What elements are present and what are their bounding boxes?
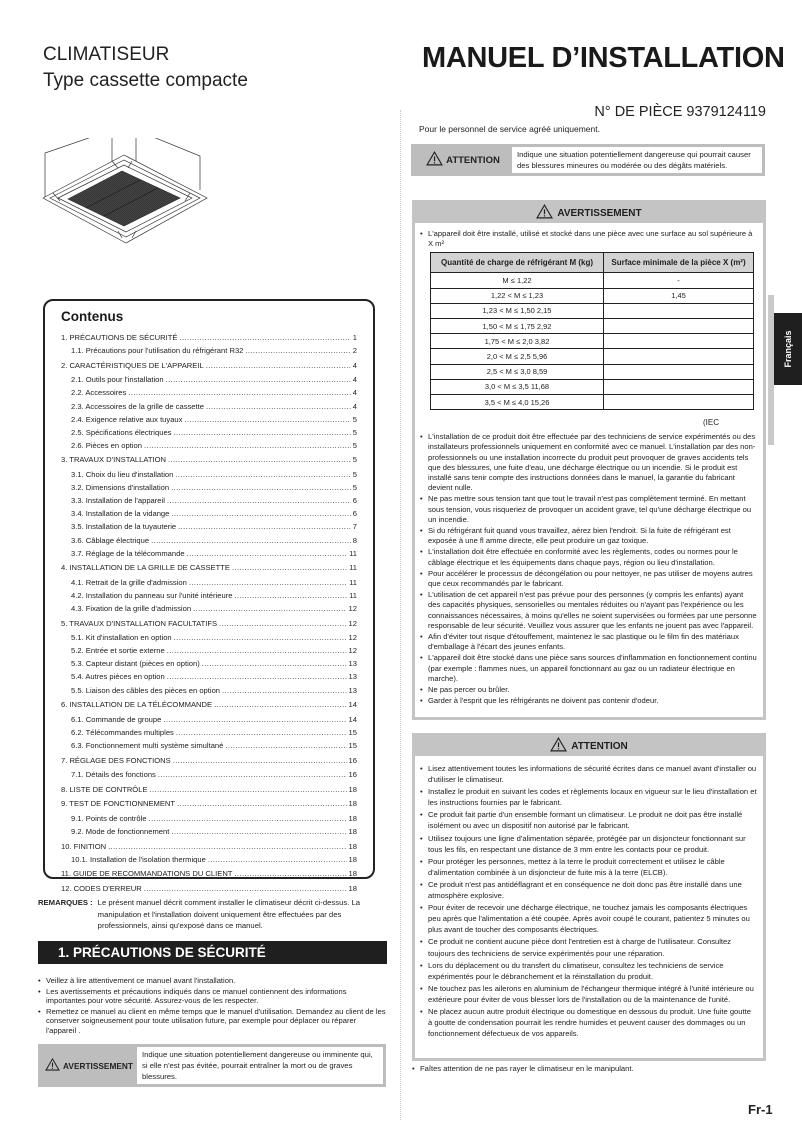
toc-entry-page: 16: [348, 770, 357, 780]
toc-leader-dots: [163, 715, 346, 725]
toc-entry-page: 14: [348, 714, 357, 724]
toc-entry-label: 8. LISTE DE CONTRÔLE: [61, 784, 148, 794]
toc-entry-page: 1: [352, 333, 357, 343]
table-cell: 1,50 < M ≤ 1,75 2,92: [431, 318, 604, 333]
list-item: • L'appareil doit être installé, utilisé et stocké dans une pièce avec une surface au sol supérieure à X m²: [420, 229, 757, 249]
list-item: • Afin d'éviter tout risque d'étouffement, maintenez le sac plastique ou le film fin des matériaux d'emballage à l'écart des jeunes enfants.: [420, 632, 757, 652]
toc-leader-dots: [168, 455, 351, 465]
table-cell: [604, 379, 754, 394]
list-item: • Lors du déplacement ou du transfert du climatiseur, consultez les techniciens de service expérimentés pour le débranchement et la réinstallation du produit.: [420, 960, 757, 982]
table-row: [431, 349, 754, 364]
language-tab: [774, 313, 802, 385]
toc-title: Contenus: [61, 309, 124, 324]
service-note: Pour le personnel de service agréé uniquement.: [419, 124, 600, 134]
toc-entry-page: 11: [349, 577, 357, 587]
toc-entry-page: 13: [348, 672, 357, 682]
toc-entry-page: 18: [348, 799, 357, 809]
toc-entry-page: 12: [348, 618, 357, 628]
toc-entry-page: 12: [348, 646, 357, 656]
toc-entry[interactable]: [61, 588, 357, 601]
toc-entry-label: 2. CARACTÉRISTIQUES DE L'APPAREIL: [61, 360, 204, 370]
list-item: • Ce produit ne contient aucune pièce dont l'entretien est à charge de l'utilisateur. Consultez toujours des techniciens de service expérimentés pour une réparation.: [420, 936, 757, 958]
part-number: N° DE PIÈCE 9379124119: [594, 104, 766, 120]
table-cell: 1,75 < M ≤ 2,0 3,82: [431, 334, 604, 349]
table-row: [431, 364, 754, 379]
toc-entry-page: 16: [348, 755, 357, 765]
final-bullet: [412, 1064, 766, 1075]
list-item: • Pour accélérer le processus de décongélation ou pour nettoyer, ne pas utiliser de moyens autres que ceux recommandés par le fabricant.: [420, 569, 757, 589]
toc-entry-label: 6.1. Commande de groupe: [71, 714, 162, 724]
toc-entry-page: 18: [348, 784, 357, 794]
toc-leader-dots: [144, 884, 347, 894]
warning-intro: [420, 229, 757, 249]
toc-entry-page: 11: [349, 563, 357, 573]
toc-entry[interactable]: [61, 425, 357, 438]
list-item: • L'utilisation de cet appareil n'est pas prévue pour des personnes (y compris les enfants) ayant des capacités physiques, sensorielles ou mentales réduites ou n'ayant pas l'expérience ou les connaissances nécessaires, à moins qu'elles ne soient supervisées ou formées par une personne responsable de leur sécurité. Veuillez vous assurer que les enfants ne jouent pas avec l'appareil.: [420, 590, 757, 631]
page-number: Fr-1: [748, 1102, 773, 1117]
toc-entry-label: 5.5. Liaison des câbles des pièces en option: [71, 685, 221, 695]
table-header: Surface minimale de la pièce X (m²): [604, 253, 754, 273]
toc-entry[interactable]: [61, 451, 357, 466]
table-row: [431, 273, 754, 288]
toc-entry[interactable]: [61, 682, 357, 695]
toc-leader-dots: [171, 509, 350, 519]
attention-bullets: [420, 763, 757, 1039]
list-item: • Ne pas mettre sous tension tant que tout le travail n'est pas complètement terminé. En mettant sous tension, vous risqueriez de provoquer un accident grave, tel qu'une décharge électrique ou un incendie.: [420, 494, 757, 525]
toc-entry-page: 13: [348, 659, 357, 669]
toc-entry-page: 4: [352, 360, 357, 370]
toc-entry[interactable]: [61, 343, 357, 356]
table-cell: 1,22 < M ≤ 1,23: [431, 288, 604, 303]
toc-entry-label: 3.4. Installation de la vidange: [71, 509, 170, 519]
list-item: • L'appareil doit être stocké dans une pièce sans sources d'inflammation en fonctionnement continu (par exemple : flammes nues, un appareil fonctionnant au gaz ou un radiateur électrique en marche).: [420, 653, 757, 684]
list-item: • Ce produit n'est pas antidéflagrant et en conséquence ne doit donc pas être installé dans une atmosphère explosive.: [420, 879, 757, 901]
toc-entry-label: 5.2. Entrée et sortie externe: [71, 646, 165, 656]
cassette-unit-illustration: [40, 138, 220, 263]
toc-entry-label: 2.5. Spécifications électriques: [71, 427, 172, 437]
toc-entry[interactable]: [61, 766, 357, 781]
toc-entry[interactable]: [61, 532, 357, 545]
toc-leader-dots: [151, 536, 351, 546]
list-item: • Installez le produit en suivant les codes et règlements locaux en vigueur sur le lieu d'installation et les instructions fournies par le fabricant.: [420, 786, 757, 808]
toc-leader-dots: [144, 441, 351, 451]
toc-entry-label: 5. TRAVAUX D'INSTALLATION FACULTATIFS: [61, 618, 218, 628]
table-row: [431, 288, 754, 303]
toc-entry-label: 3.3. Installation de l'appareil: [71, 496, 165, 506]
toc-entry-page: 4: [352, 388, 357, 398]
toc-entry-label: 5.4. Autres pièces en option: [71, 672, 165, 682]
toc-entry-page: 5: [352, 427, 357, 437]
toc-leader-dots: [234, 869, 346, 879]
list-item: • Les avertissements et précautions indiqués dans ce manuel contiennent des informations importantes pour votre sécurité. Assurez-vous de les respecter.: [38, 987, 388, 1006]
toc-entry[interactable]: [61, 573, 357, 588]
toc-entry-page: 8: [352, 535, 357, 545]
toc-entry[interactable]: [61, 852, 357, 865]
toc-entry-page: 5: [352, 483, 357, 493]
toc-entry-label: 3.7. Réglage de la télécommande: [71, 548, 185, 558]
toc-entry-page: 18: [348, 869, 357, 879]
list-item: • Remettez ce manuel au client en même temps que le manuel d'utilisation. Demandez au client de les conserver soigneusement pour toute utilisation future, par exemple pour déplacer ou réparer l'appareil .: [38, 1007, 388, 1036]
toc-entry[interactable]: [61, 751, 357, 766]
toc-entry[interactable]: [61, 371, 357, 386]
toc-entry-label: 2.1. Outils pour l'installation: [71, 375, 164, 385]
table-cell: [604, 303, 754, 318]
toc-entry-page: 15: [348, 740, 357, 750]
toc-leader-dots: [222, 686, 347, 696]
toc-entry-label: 6.2. Télécommandes multiples: [71, 727, 174, 737]
list-item: • Si du réfrigérant fuit quand vous travaillez, aérez bien l'endroit. Si la fuite de réfrigérant est exposée à une fl amme directe, elle peut produire un gaz toxique.: [420, 526, 757, 546]
toc-entry[interactable]: [61, 725, 357, 738]
toc-leader-dots: [206, 361, 351, 371]
toc-entry[interactable]: [61, 519, 357, 532]
toc-list: [61, 330, 357, 894]
toc-entry-label: 9.2. Mode de fonctionnement: [71, 826, 170, 836]
table-cell: 3,0 < M ≤ 3,5 11,68: [431, 379, 604, 394]
table-cell: [604, 364, 754, 379]
legend-warning: [38, 1044, 386, 1087]
toc-entry[interactable]: [61, 710, 357, 725]
toc-entry-label: 2.4. Exigence relative aux tuyaux: [71, 414, 183, 424]
table-cell: [604, 349, 754, 364]
toc-leader-dots: [175, 470, 350, 480]
toc-entry[interactable]: [61, 385, 357, 398]
legend-attention: [411, 144, 765, 176]
toc-entry-page: 4: [352, 375, 357, 385]
legend-warning-label: AVERTISSEMENT: [63, 1060, 133, 1071]
table-cell: 2,5 < M ≤ 3,0 8,59: [431, 364, 604, 379]
table-header: Quantité de charge de réfrigérant M (kg): [431, 253, 604, 273]
toc-leader-dots: [167, 496, 351, 506]
table-cell: 1,45: [604, 288, 754, 303]
legend-attention-label: ATTENTION: [446, 154, 500, 166]
toc-entry-label: 7.1. Détails des fonctions: [71, 770, 156, 780]
toc-leader-dots: [108, 842, 346, 852]
toc-entry[interactable]: [61, 506, 357, 519]
remarks-text: Le présent manuel décrit comment installer le climatiseur décrit ci-dessus. La manipulation et l'installation doivent uniquement être effectuées par des professionnels, ainsi qu'exposé dans ce manuel.: [97, 898, 361, 930]
table-cell: [604, 334, 754, 349]
toc-entry[interactable]: [61, 559, 357, 574]
toc-entry-label: 10. FINITION: [61, 841, 107, 851]
warning-triangle-icon: [426, 151, 443, 169]
toc-entry-page: 12: [348, 633, 357, 643]
legend-warning-text: Indique une situation potentiellement dangereuse ou imminente qui, si elle n'est pas évitée, pourrait entraîner la mort ou de graves blessures.: [137, 1047, 383, 1084]
toc-entry[interactable]: [61, 493, 357, 506]
toc-entry[interactable]: [61, 330, 357, 343]
table-row: [431, 379, 754, 394]
warning-triangle-icon: [550, 737, 567, 755]
toc-leader-dots: [158, 770, 347, 780]
toc-entry-page: 4: [352, 401, 357, 411]
toc-entry-page: 11: [349, 590, 357, 600]
toc-entry-page: 18: [348, 854, 357, 864]
toc-entry-label: 7. RÉGLAGE DES FONCTIONS: [61, 755, 171, 765]
toc-entry-page: 18: [348, 826, 357, 836]
toc-leader-dots: [179, 333, 350, 343]
toc-entry-label: 4. INSTALLATION DE LA GRILLE DE CASSETTE: [61, 563, 230, 573]
table-cell: [604, 394, 754, 409]
toc-entry-label: 9. TEST DE FONCTIONNEMENT: [61, 799, 176, 809]
toc-entry-label: 3.2. Dimensions d'installation: [71, 483, 170, 493]
toc-leader-dots: [171, 483, 351, 493]
toc-entry-page: 14: [348, 700, 357, 710]
toc-entry-page: 11: [349, 548, 357, 558]
list-item: • Veillez à lire attentivement ce manuel avant l'installation.: [38, 976, 388, 986]
toc-leader-dots: [202, 659, 347, 669]
product-name: CLIMATISEUR: [43, 44, 170, 65]
toc-entry[interactable]: [61, 601, 357, 614]
toc-entry[interactable]: [61, 795, 357, 810]
toc-entry-page: 5: [352, 414, 357, 424]
toc-leader-dots: [176, 728, 347, 738]
list-item: • Lisez attentivement toutes les informations de sécurité écrites dans ce manuel avant d'installer ou d'utiliser le climatiseur.: [420, 763, 757, 785]
toc-entry[interactable]: [61, 780, 357, 795]
toc-entry-label: 3.6. Câblage électrique: [71, 535, 150, 545]
list-item: • Ne touchez pas les ailerons en aluminium de l'échangeur thermique intégré à l'unité intérieure ou extérieure pour éviter de vous blesser lors de l'installation ou de la maintenance de l'unité.: [420, 983, 757, 1005]
toc-entry-page: 6: [352, 496, 357, 506]
toc-leader-dots: [177, 799, 346, 809]
toc-leader-dots: [178, 522, 351, 532]
toc-entry-label: 1.1. Précautions pour l'utilisation du réfrigérant R32: [71, 346, 244, 356]
toc-leader-dots: [171, 827, 346, 837]
table-cell: -: [604, 273, 754, 288]
toc-entry-label: 3.1. Choix du lieu d'installation: [71, 470, 174, 480]
toc-entry[interactable]: [61, 614, 357, 629]
toc-entry-label: 3.5. Installation de la tuyauterie: [71, 522, 177, 532]
toc-entry-label: 4.3. Fixation de la grille d'admission: [71, 603, 192, 613]
list-item: • Ce produit fait partie d'un ensemble formant un climatiseur. Le produit ne doit pas être installé isolément ou avec un dispositif non autorisé par le fabricant.: [420, 809, 757, 831]
language-tab-label: Français: [783, 330, 793, 368]
table-cell: 2,0 < M ≤ 2,5 5,96: [431, 349, 604, 364]
toc-leader-dots: [225, 741, 346, 751]
toc-entry-page: 2: [352, 346, 357, 356]
toc-leader-dots: [149, 814, 347, 824]
toc-leader-dots: [208, 855, 347, 865]
list-item: • L'installation de ce produit doit être effectuée par des techniciens de service expérimentés ou des installateurs professionnels uniquement en conformité avec ce manuel. L'installation par des non-professionnels ou une installation incorrecte du produit peut provoquer de graves accidents tels que des blessures, une fuite d'eau, une décharge électrique ou un incendie. Si le produit est installé sans tenir compte des instructions données dans le manuel, la garantie du fabricant devient nulle.: [420, 432, 757, 493]
toc-entry-label: 12. CODES D'ERREUR: [61, 883, 142, 893]
section-heading-safety: 1. PRÉCAUTIONS DE SÉCURITÉ: [38, 941, 387, 964]
toc-entry-label: 2.6. Pièces en option: [71, 440, 142, 450]
toc-leader-dots: [206, 402, 351, 412]
list-item: • Pour éviter de recevoir une décharge électrique, ne touchez jamais les composants électriques peu après que l'alimentation a été coupée. Après avoir coupé le courant, patientez 5 minutes ou plus avant de toucher des composants électriques.: [420, 902, 757, 935]
table-cell: 3,5 < M ≤ 4,0 15,26: [431, 394, 604, 409]
toc-leader-dots: [219, 619, 347, 629]
toc-entry-page: 7: [352, 522, 357, 532]
product-type: Type cassette compacte: [43, 70, 248, 91]
toc-entry[interactable]: [61, 824, 357, 837]
safety-bullets: [38, 976, 388, 1037]
toc-entry-label: 6. INSTALLATION DE LA TÉLÉCOMMANDE: [61, 700, 213, 710]
list-item: • Ne pas percer ou brûler.: [420, 685, 757, 695]
toc-entry[interactable]: [61, 865, 357, 880]
toc-entry-page: 12: [348, 603, 357, 613]
toc-entry-page: 18: [348, 841, 357, 851]
warning-bullets: [420, 432, 757, 706]
table-cell: 1,23 < M ≤ 1,50 2,15: [431, 303, 604, 318]
legend-attention-text: Indique une situation potentiellement dangereuse qui pourrait causer des blessures mineures ou modérée ou des dégâts matériels.: [512, 147, 762, 173]
attention-box: [412, 733, 766, 1061]
attention-box-title: ATTENTION: [571, 740, 628, 752]
toc-entry[interactable]: [61, 879, 357, 894]
toc-entry-page: 13: [348, 685, 357, 695]
toc-leader-dots: [128, 388, 350, 398]
toc-leader-dots: [187, 549, 348, 559]
toc-entry-page: 18: [348, 883, 357, 893]
list-item: • Pour protéger les personnes, mettez à la terre le produit correctement et utilisez le câble d'alimentation combinée à un disjoncteur de fuite mis à la terre (ELCB).: [420, 856, 757, 878]
table-row: [431, 318, 754, 333]
warning-box: [412, 200, 766, 720]
list-item: • Garder à l'esprit que les réfrigérants ne doivent pas contenir d'odeur.: [420, 696, 757, 706]
toc-entry-label: 2.2. Accessoires: [71, 388, 127, 398]
toc-entry-page: 15: [348, 727, 357, 737]
toc-entry-label: 4.2. Installation du panneau sur l'unité intérieure: [71, 590, 233, 600]
toc-entry-page: 5: [352, 470, 357, 480]
toc-entry[interactable]: [61, 465, 357, 480]
toc-leader-dots: [173, 756, 347, 766]
toc-leader-dots: [184, 415, 350, 425]
list-item: • Utilisez toujours une ligne d'alimentation séparée, protégée par un disjoncteur fonctionnant sur tous les fils, en respectant une distance de 3 mm entre les contacts pour ce produit.: [420, 833, 757, 855]
toc-entry[interactable]: [61, 643, 357, 656]
toc-entry[interactable]: [61, 809, 357, 824]
remarks-label: REMARQUES :: [38, 898, 93, 907]
toc-entry[interactable]: [61, 546, 357, 559]
refrigerant-area-table: [430, 252, 754, 410]
toc-entry[interactable]: [61, 438, 357, 451]
table-of-contents: [43, 299, 375, 893]
table-row: [431, 303, 754, 318]
toc-entry-label: 1. PRÉCAUTIONS DE SÉCURITÉ: [61, 333, 178, 343]
toc-entry[interactable]: [61, 656, 357, 669]
toc-entry-label: 11. GUIDE DE RECOMMANDATIONS DU CLIENT: [61, 869, 233, 879]
iec-note: (IEC: [703, 418, 719, 428]
toc-entry[interactable]: [61, 696, 357, 711]
toc-entry-label: 3. TRAVAUX D'INSTALLATION: [61, 455, 166, 465]
toc-entry-label: 5.1. Kit d'installation en option: [71, 633, 172, 643]
toc-entry-label: 2.3. Accessoires de la grille de cassette: [71, 401, 204, 411]
toc-entry-page: 5: [352, 455, 357, 465]
list-item: • L'installation doit être effectuée en conformité avec les règlements, codes ou normes pour le câblage électrique et les équipements dans chaque pays, région ou lieu d'installation.: [420, 547, 757, 567]
toc-entry[interactable]: [61, 480, 357, 493]
toc-leader-dots: [232, 563, 347, 573]
toc-leader-dots: [150, 785, 347, 795]
toc-entry[interactable]: [61, 738, 357, 751]
toc-leader-dots: [173, 428, 350, 438]
toc-entry-label: 9.1. Points de contrôle: [71, 813, 147, 823]
warning-box-title: AVERTISSEMENT: [557, 207, 642, 219]
toc-entry-page: 5: [352, 440, 357, 450]
toc-entry[interactable]: [61, 837, 357, 852]
warning-triangle-icon: [536, 204, 553, 222]
table-row: [431, 334, 754, 349]
toc-leader-dots: [167, 672, 347, 682]
manual-title: MANUEL D’INSTALLATION: [422, 42, 785, 74]
toc-leader-dots: [245, 346, 350, 356]
toc-entry[interactable]: [61, 669, 357, 682]
warning-triangle-icon: [45, 1058, 60, 1073]
toc-leader-dots: [193, 604, 346, 614]
toc-entry[interactable]: [61, 412, 357, 425]
toc-entry[interactable]: [61, 629, 357, 644]
toc-entry-label: 6.3. Fonctionnement multi système simultané: [71, 740, 224, 750]
toc-entry[interactable]: [61, 398, 357, 411]
toc-entry-page: 18: [348, 813, 357, 823]
toc-leader-dots: [189, 578, 347, 588]
toc-entry-label: 4.1. Retrait de la grille d'admission: [71, 577, 187, 587]
toc-leader-dots: [167, 646, 347, 656]
toc-entry[interactable]: [61, 356, 357, 371]
toc-entry-label: 5.3. Capteur distant (pièces en option): [71, 659, 200, 669]
toc-leader-dots: [174, 633, 347, 643]
toc-leader-dots: [166, 375, 351, 385]
table-cell: M ≤ 1,22: [431, 273, 604, 288]
list-item: • Ne placez aucun autre produit électrique ou domestique en dessous du produit. Une fuite goutte à goutte de condensation pourrait les rendre humides et peuvent causer des dommages ou un fonctionnement défectueux de vos appareils.: [420, 1006, 757, 1039]
table-row: [431, 394, 754, 409]
toc-leader-dots: [234, 591, 347, 601]
list-item: • Faîtes attention de ne pas rayer le climatiseur en le manipulant.: [412, 1064, 766, 1074]
toc-leader-dots: [214, 700, 346, 710]
table-cell: [604, 318, 754, 333]
toc-entry-label: 10.1. Installation de l'isolation thermique: [71, 854, 206, 864]
toc-entry-page: 6: [352, 509, 357, 519]
remarks: [38, 897, 388, 932]
column-separator: [400, 110, 401, 1120]
